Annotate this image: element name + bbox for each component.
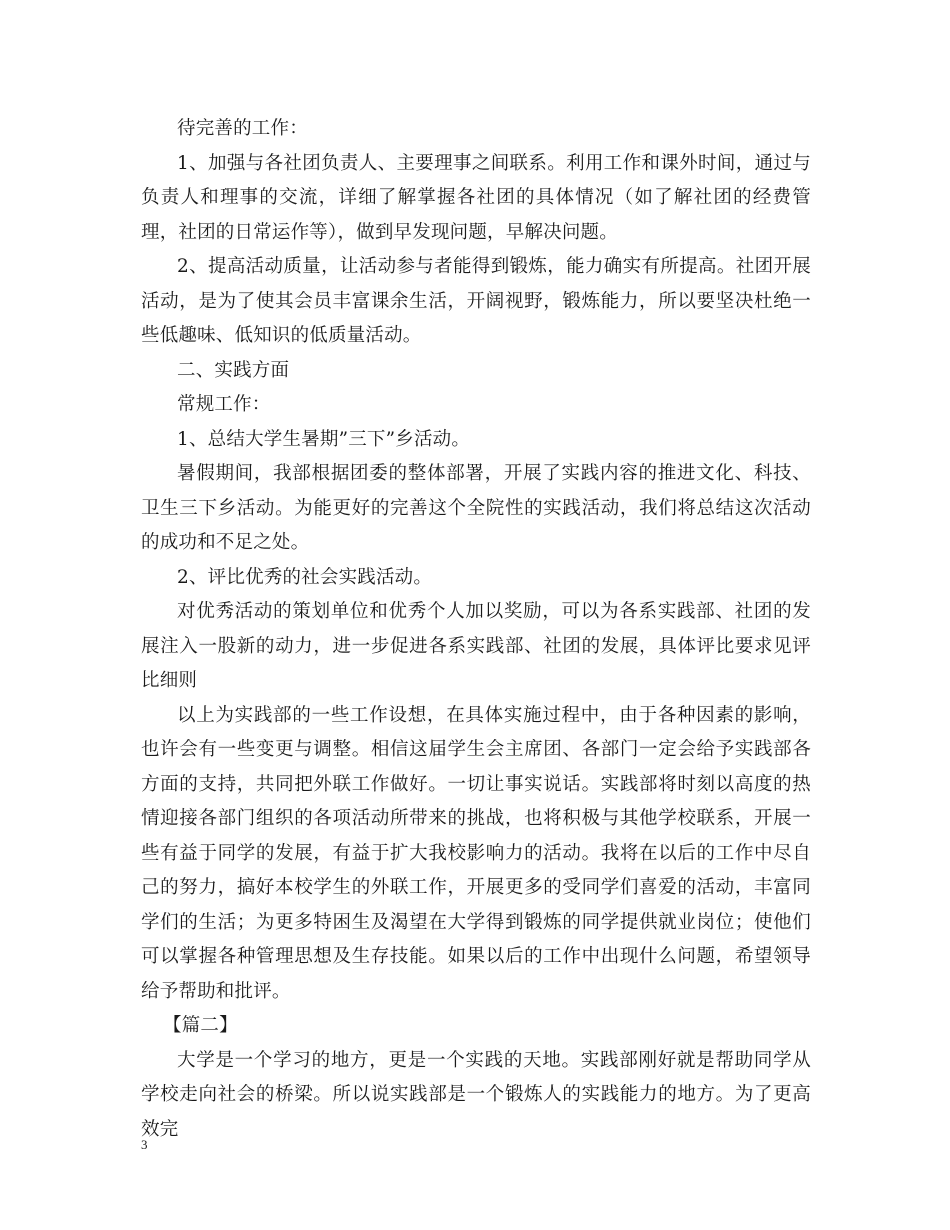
paragraph: 2、评比优秀的社会实践活动。 bbox=[177, 566, 433, 588]
section-heading: 【篇二】 bbox=[163, 1015, 238, 1036]
paragraph: 2、提高活动质量，让活动参与者能得到锻炼，能力确实有所提高。社团开展活动，是为了使其会员丰富课余生活，开阔视野，锻炼能力，所以要坚决杜绝一些低趣味、低知识的低质量活动。 bbox=[141, 256, 811, 346]
paragraph: 常规工作： bbox=[177, 394, 271, 415]
paragraph: 1、加强与各社团负责人、主要理事之间联系。利用工作和课外时间，通过与负责人和理事的交流，详细了解掌握各社团的具体情况（如了解社团的经费管理，社团的日常运作等），做到早发现问题，早解决问题。 bbox=[141, 152, 811, 243]
page-number: 3 bbox=[141, 1137, 148, 1152]
paragraph: 以上为实践部的一些工作设想，在具体实施过程中，由于各种因素的影响，也许会有一些变更与调整。相信这届学生会主席团、各部门一定会给予实践部各方面的支持，共同把外联工作做好。一切让事实说话。实践部将时刻以高度的热情迎接各部门组织的各项活动所带来的挑战，也将积极与其他学校联系，开展一些有益于同学的发展，有益于扩大我校影响力的活动。我将在以后的工作中尽自己的努力，搞好本校学生的外联工作，开展更多的受同学们喜爱的活动，丰富同学们的生活；为更多特困生及渴望在大学得到锻炼的同学提供就业岗位；使他们可以掌握各种管理思想及生存技能。如果以后的工作中出现什么问题，希望领导给予帮助和批评。 bbox=[141, 704, 811, 1002]
paragraph: 1、总结大学生暑期”三下”乡活动。 bbox=[177, 428, 471, 450]
paragraph: 对优秀活动的策划单位和优秀个人加以奖励，可以为各系实践部、社团的发展注入一股新的动力，进一步促进各系实践部、社团的发展，具体评比要求见评比细则 bbox=[141, 601, 811, 691]
document-body bbox=[141, 112, 811, 1147]
section-heading: 二、实践方面 bbox=[177, 359, 290, 381]
paragraph: 待完善的工作： bbox=[177, 118, 308, 139]
paragraph: 大学是一个学习的地方，更是一个实践的天地。实践部刚好就是帮助同学从学校走向社会的桥梁。所以说实践部是一个锻炼人的实践能力的地方。为了更高效完 bbox=[141, 1049, 811, 1140]
paragraph: 暑假期间，我部根据团委的整体部署，开展了实践内容的推进文化、科技、卫生三下乡活动。为能更好的完善这个全院性的实践活动，我们将总结这次活动的成功和不足之处。 bbox=[141, 463, 811, 553]
